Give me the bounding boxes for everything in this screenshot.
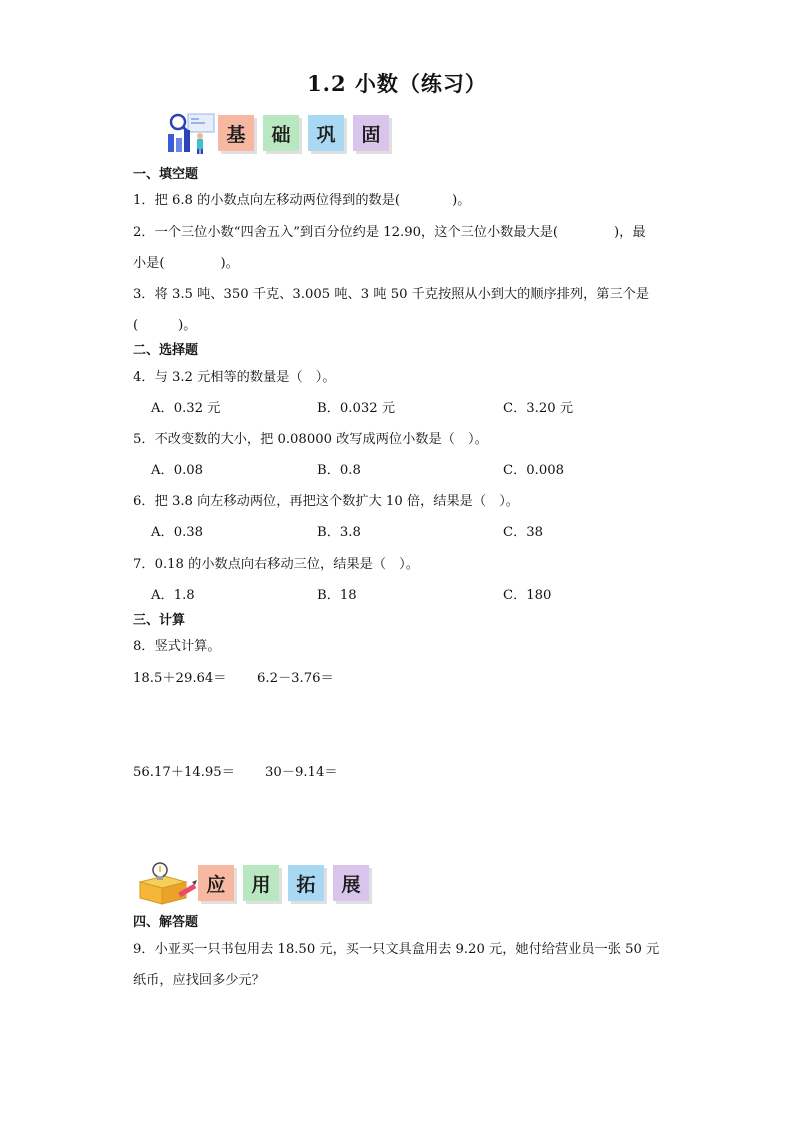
option-a: A．0.08 — [151, 463, 204, 478]
section-heading: 四、解答题 — [133, 915, 199, 930]
question-text: 1．把 6.8 的小数点向左移动两位得到的数是( — [133, 193, 401, 208]
option-c: C．180 — [503, 588, 552, 603]
banner-tile: 巩 — [308, 115, 344, 151]
section-heading: 三、计算 — [133, 613, 186, 628]
option-b: B．3.8 — [317, 525, 361, 540]
option-b: B．18 — [317, 588, 357, 603]
banner-tile: 固 — [353, 115, 389, 151]
question-6-stem: 6．把 3.8 向左移动两位，再把这个数扩大 10 倍，结果是（ ）。 — [133, 494, 519, 509]
question-2-line-1 — [133, 224, 646, 242]
question-3-line-2 — [133, 317, 197, 335]
question-3-line-1: 3．将 3.5 吨、350 千克、3.005 吨、3 吨 50 千克按照从小到大的顺序排列，第三个是 — [133, 287, 650, 302]
page-title: 1.2 小数（练习） — [307, 71, 487, 96]
question-2-line-2 — [133, 255, 239, 273]
question-text: )。 — [452, 193, 471, 208]
option-a: A．1.8 — [151, 588, 195, 603]
question-9-line-2: 纸币，应找回多少元？ — [133, 973, 265, 988]
calc-expression: 30－9.14＝ — [265, 765, 338, 780]
option-b: B．0.8 — [317, 463, 361, 478]
question-text: 小是( — [133, 256, 165, 271]
question-8-stem: 8．竖式计算。 — [133, 639, 221, 654]
option-a: A．0.38 — [151, 525, 204, 540]
option-c: C．3.20 元 — [503, 401, 574, 416]
section-heading: 二、选择题 — [133, 343, 199, 358]
calc-expression: 6.2－3.76＝ — [257, 671, 334, 686]
question-text: 2．一个三位小数“四舍五入”到百分位约是 12.90，这个三位小数最大是( — [133, 225, 559, 240]
option-a: A．0.32 元 — [151, 401, 221, 416]
banner-tile: 应 — [198, 865, 234, 901]
section-heading: 一、填空题 — [133, 167, 199, 182]
option-c: C．0.008 — [503, 463, 565, 478]
question-7-stem: 7．0.18 的小数点向右移动三位，结果是（ ）。 — [133, 557, 419, 572]
banner-extension — [134, 860, 378, 906]
option-b: B．0.032 元 — [317, 401, 396, 416]
question-5-stem: 5．不改变数的大小，把 0.08000 改写成两位小数是（ ）。 — [133, 432, 488, 447]
banner-tile: 基 — [218, 115, 254, 151]
question-1 — [133, 192, 470, 210]
question-text: )。 — [178, 318, 197, 333]
banner-basic — [160, 110, 398, 156]
question-text: )，最 — [614, 225, 646, 240]
question-text: )。 — [220, 256, 239, 271]
idea-box-illustration-icon — [134, 860, 198, 906]
banner-tile: 拓 — [288, 865, 324, 901]
calc-expression: 56.17＋14.95＝ — [133, 765, 235, 780]
analytics-illustration-icon — [160, 110, 218, 156]
question-4-stem: 4．与 3.2 元相等的数量是（ ）。 — [133, 370, 336, 385]
banner-tile: 础 — [263, 115, 299, 151]
banner-tile: 展 — [333, 865, 369, 901]
calc-expression: 18.5＋29.64＝ — [133, 671, 227, 686]
question-text: ( — [133, 318, 139, 333]
question-9-line-1: 9．小亚买一只书包用去 18.50 元，买一只文具盒用去 9.20 元，她付给营业员一张 50 元 — [133, 942, 660, 957]
option-c: C．38 — [503, 525, 544, 540]
banner-tile: 用 — [243, 865, 279, 901]
